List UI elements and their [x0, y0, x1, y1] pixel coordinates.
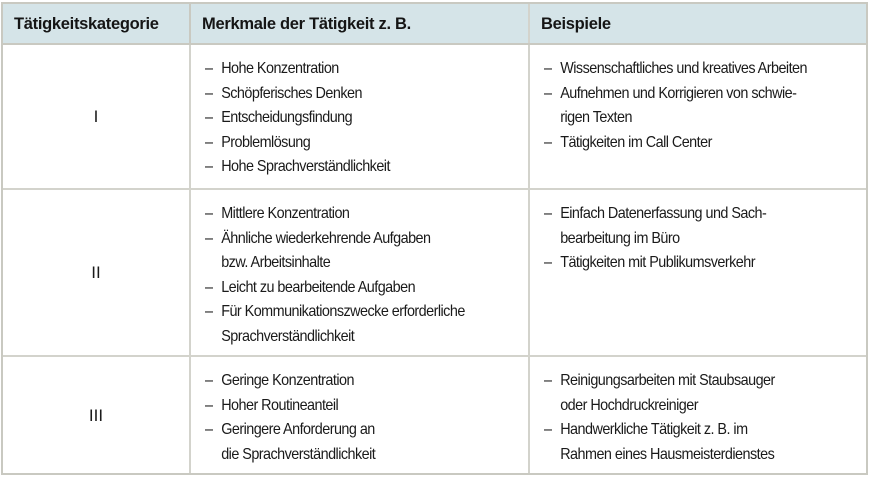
header-features-label: Merkmale der Tätigkeit z. B. — [202, 15, 411, 33]
header-category-label: Tätigkeitskategorie — [14, 15, 159, 33]
list-item: – Geringere Anforderung an die Sprachverständlichkeit — [205, 418, 375, 467]
list-item: – Tätigkeiten mit Publikumsverkehr — [544, 251, 766, 276]
table-row — [3, 190, 866, 357]
category-cell — [3, 45, 191, 188]
features-cell — [191, 45, 530, 188]
examples-cell — [530, 357, 866, 473]
list-item: – Geringe Konzentration — [205, 369, 375, 394]
category-label: I — [93, 107, 99, 126]
category-label: II — [91, 263, 101, 282]
list-item: – Tätigkeiten im Call Center — [544, 131, 807, 156]
list-item: – Aufnehmen und Korrigieren von schwie- rigen Texten — [544, 82, 807, 131]
header-category — [3, 4, 191, 43]
examples-cell — [530, 45, 866, 188]
list-item: – Entscheidungsfindung — [205, 106, 390, 131]
list-item: – Reinigungsarbeiten mit Staubsauger oder Hochdruckreiniger — [544, 369, 775, 418]
list-item: – Hohe Sprachverständlichkeit — [205, 155, 390, 180]
category-label: III — [88, 406, 104, 425]
category-cell — [3, 190, 191, 355]
list-item: – Leicht zu bearbeitende Aufgaben — [205, 276, 465, 301]
examples-list — [544, 202, 791, 276]
list-item: – Mittlere Konzentration — [205, 202, 465, 227]
list-item: – Einfach Datenerfassung und Sach- bearbeitung im Büro — [544, 202, 766, 251]
features-cell — [191, 357, 530, 473]
examples-list — [544, 57, 836, 155]
features-cell — [191, 190, 530, 355]
examples-list — [544, 369, 800, 467]
features-list — [205, 57, 410, 180]
list-item: – Ähnliche wiederkehrende Aufgaben bzw. Arbeitsinhalte — [205, 227, 465, 276]
features-list — [205, 202, 494, 350]
list-item: – Hohe Konzentration — [205, 57, 390, 82]
activity-category-table — [1, 2, 868, 475]
category-cell — [3, 357, 191, 473]
table-row — [3, 357, 866, 473]
header-examples — [530, 4, 866, 43]
table-header-row — [3, 4, 866, 45]
header-examples-label: Beispiele — [541, 15, 611, 33]
list-item: – Hoher Routineanteil — [205, 394, 375, 419]
list-item: – Für Kommunikationszwecke erforderliche Sprachverständlichkeit — [205, 300, 465, 349]
features-list — [205, 369, 394, 467]
examples-cell — [530, 190, 866, 355]
list-item: – Wissenschaftliches und kreatives Arbeiten — [544, 57, 807, 82]
table-row — [3, 45, 866, 190]
list-item: – Problemlösung — [205, 131, 390, 156]
list-item: – Schöpferisches Denken — [205, 82, 390, 107]
list-item: – Handwerkliche Tätigkeit z. B. im Rahmen eines Hausmeisterdienstes — [544, 418, 775, 467]
header-features — [191, 4, 530, 43]
